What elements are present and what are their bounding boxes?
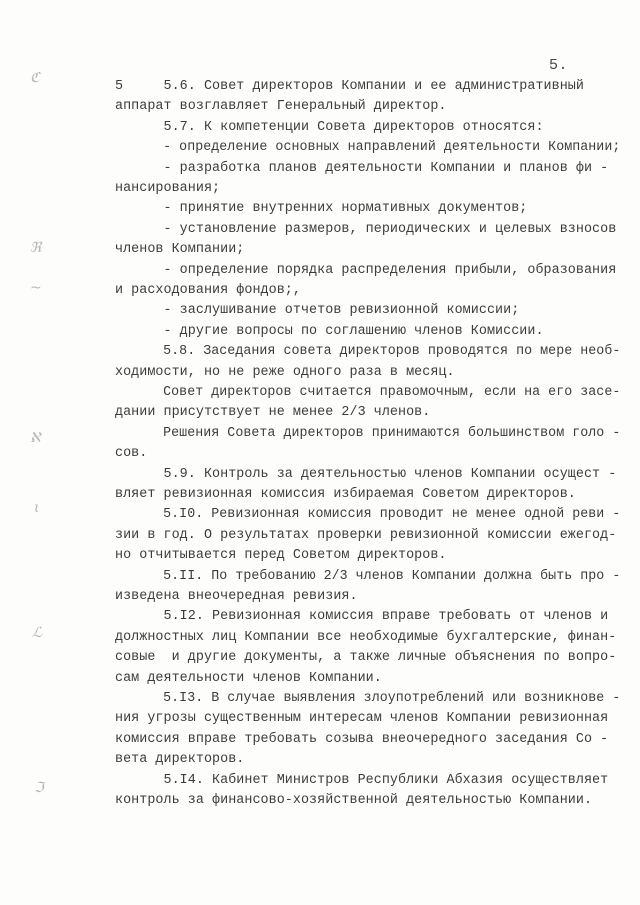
margin-mark-icon: ℭ: [30, 70, 40, 86]
margin-mark-icon: ℑ: [34, 780, 44, 796]
text-line: - установление размеров, периодических и целевых взносов: [115, 221, 617, 237]
text-line: вляет ревизионная комиссия избираемая Советом директоров.: [115, 487, 576, 502]
margin-mark-icon: ~: [30, 280, 42, 296]
page-number: 5.: [549, 57, 569, 74]
text-line: 5.9. Контроль за деятельностью членов Компании осущест -: [115, 466, 617, 482]
text-line: изведена внеочередная ревизия.: [115, 589, 358, 604]
text-line: контроль за финансово-хозяйственной деятельностью Компании.: [115, 793, 593, 808]
text-line: Решения Совета директоров принимаются большинством голо -: [115, 425, 621, 441]
text-line: - другие вопросы по соглашению членов Комиссии.: [115, 323, 544, 339]
text-line: - определение основных направлений деятельности Компании;: [115, 140, 621, 156]
text-line: - принятие внутренних нормативных документов;: [115, 201, 528, 217]
text-line: - определение порядка распределения прибыли, образования: [115, 262, 617, 278]
text-line: 5.I3. В случае выявления злоупотреблений или возникнове -: [115, 691, 621, 706]
text-line: сам деятельности членов Компании.: [115, 670, 382, 686]
text-line: вета директоров.: [115, 752, 245, 768]
text-line: комиссия вправе требовать созыва внеочередного заседания Со -: [115, 731, 609, 747]
text-line: 5.7. К компетенции Совета директоров относятся:: [115, 119, 544, 135]
text-line: совые и другие документы, а также личные объяснения по вопро-: [115, 650, 617, 666]
text-line: - заслушивание отчетов ревизионной комиссии;: [115, 303, 520, 319]
text-line: 5.I2. Ревизионная комиссия вправе требовать от членов и: [115, 609, 609, 625]
margin-mark-icon: ℒ: [32, 625, 43, 641]
text-line: ходимости, но не реже одного раза в месяц.: [115, 364, 455, 380]
text-line: зии в год. О результатах проверки ревизионной комиссии ежегод-: [115, 527, 617, 543]
text-line: 5 5.6. Совет директоров Компании и ее административный: [115, 79, 584, 94]
text-line: должностных лиц Компании все необходимые бухгалтерские, финан-: [115, 629, 617, 645]
text-line: 5.II. По требованию 2/3 членов Компании должна быть про -: [115, 568, 621, 584]
margin-mark-icon: ℜ: [30, 240, 42, 256]
text-line: но отчитывается перед Советом директоров.: [115, 548, 447, 564]
margin-mark-icon: ℵ: [30, 430, 41, 446]
text-line: - разработка планов деятельности Компании и планов фи -: [115, 160, 609, 176]
text-line: членов Компании;: [115, 242, 245, 258]
text-line: дании присутствует не менее 2/3 членов.: [115, 405, 431, 421]
text-line: 5.8. Заседания совета директоров проводятся по мере необ-: [115, 344, 621, 360]
text-line: и расходования фондов;,: [115, 283, 301, 298]
text-line: аппарат возглавляет Генеральный директор.: [115, 99, 447, 115]
margin-mark-icon: ι: [34, 500, 40, 516]
text-line: нансирования;: [115, 181, 221, 196]
text-line: 5.I0. Ревизионная комиссия проводит не менее одной реви -: [115, 507, 621, 523]
text-line: 5.I4. Кабинет Министров Республики Абхазия осуществляет: [115, 772, 609, 788]
text-line: сов.: [115, 446, 148, 462]
text-line: ния угрозы существенным интересам членов Компании ревизионная: [115, 711, 609, 727]
text-line: Совет директоров считается правомочным, если на его засе-: [115, 385, 621, 400]
